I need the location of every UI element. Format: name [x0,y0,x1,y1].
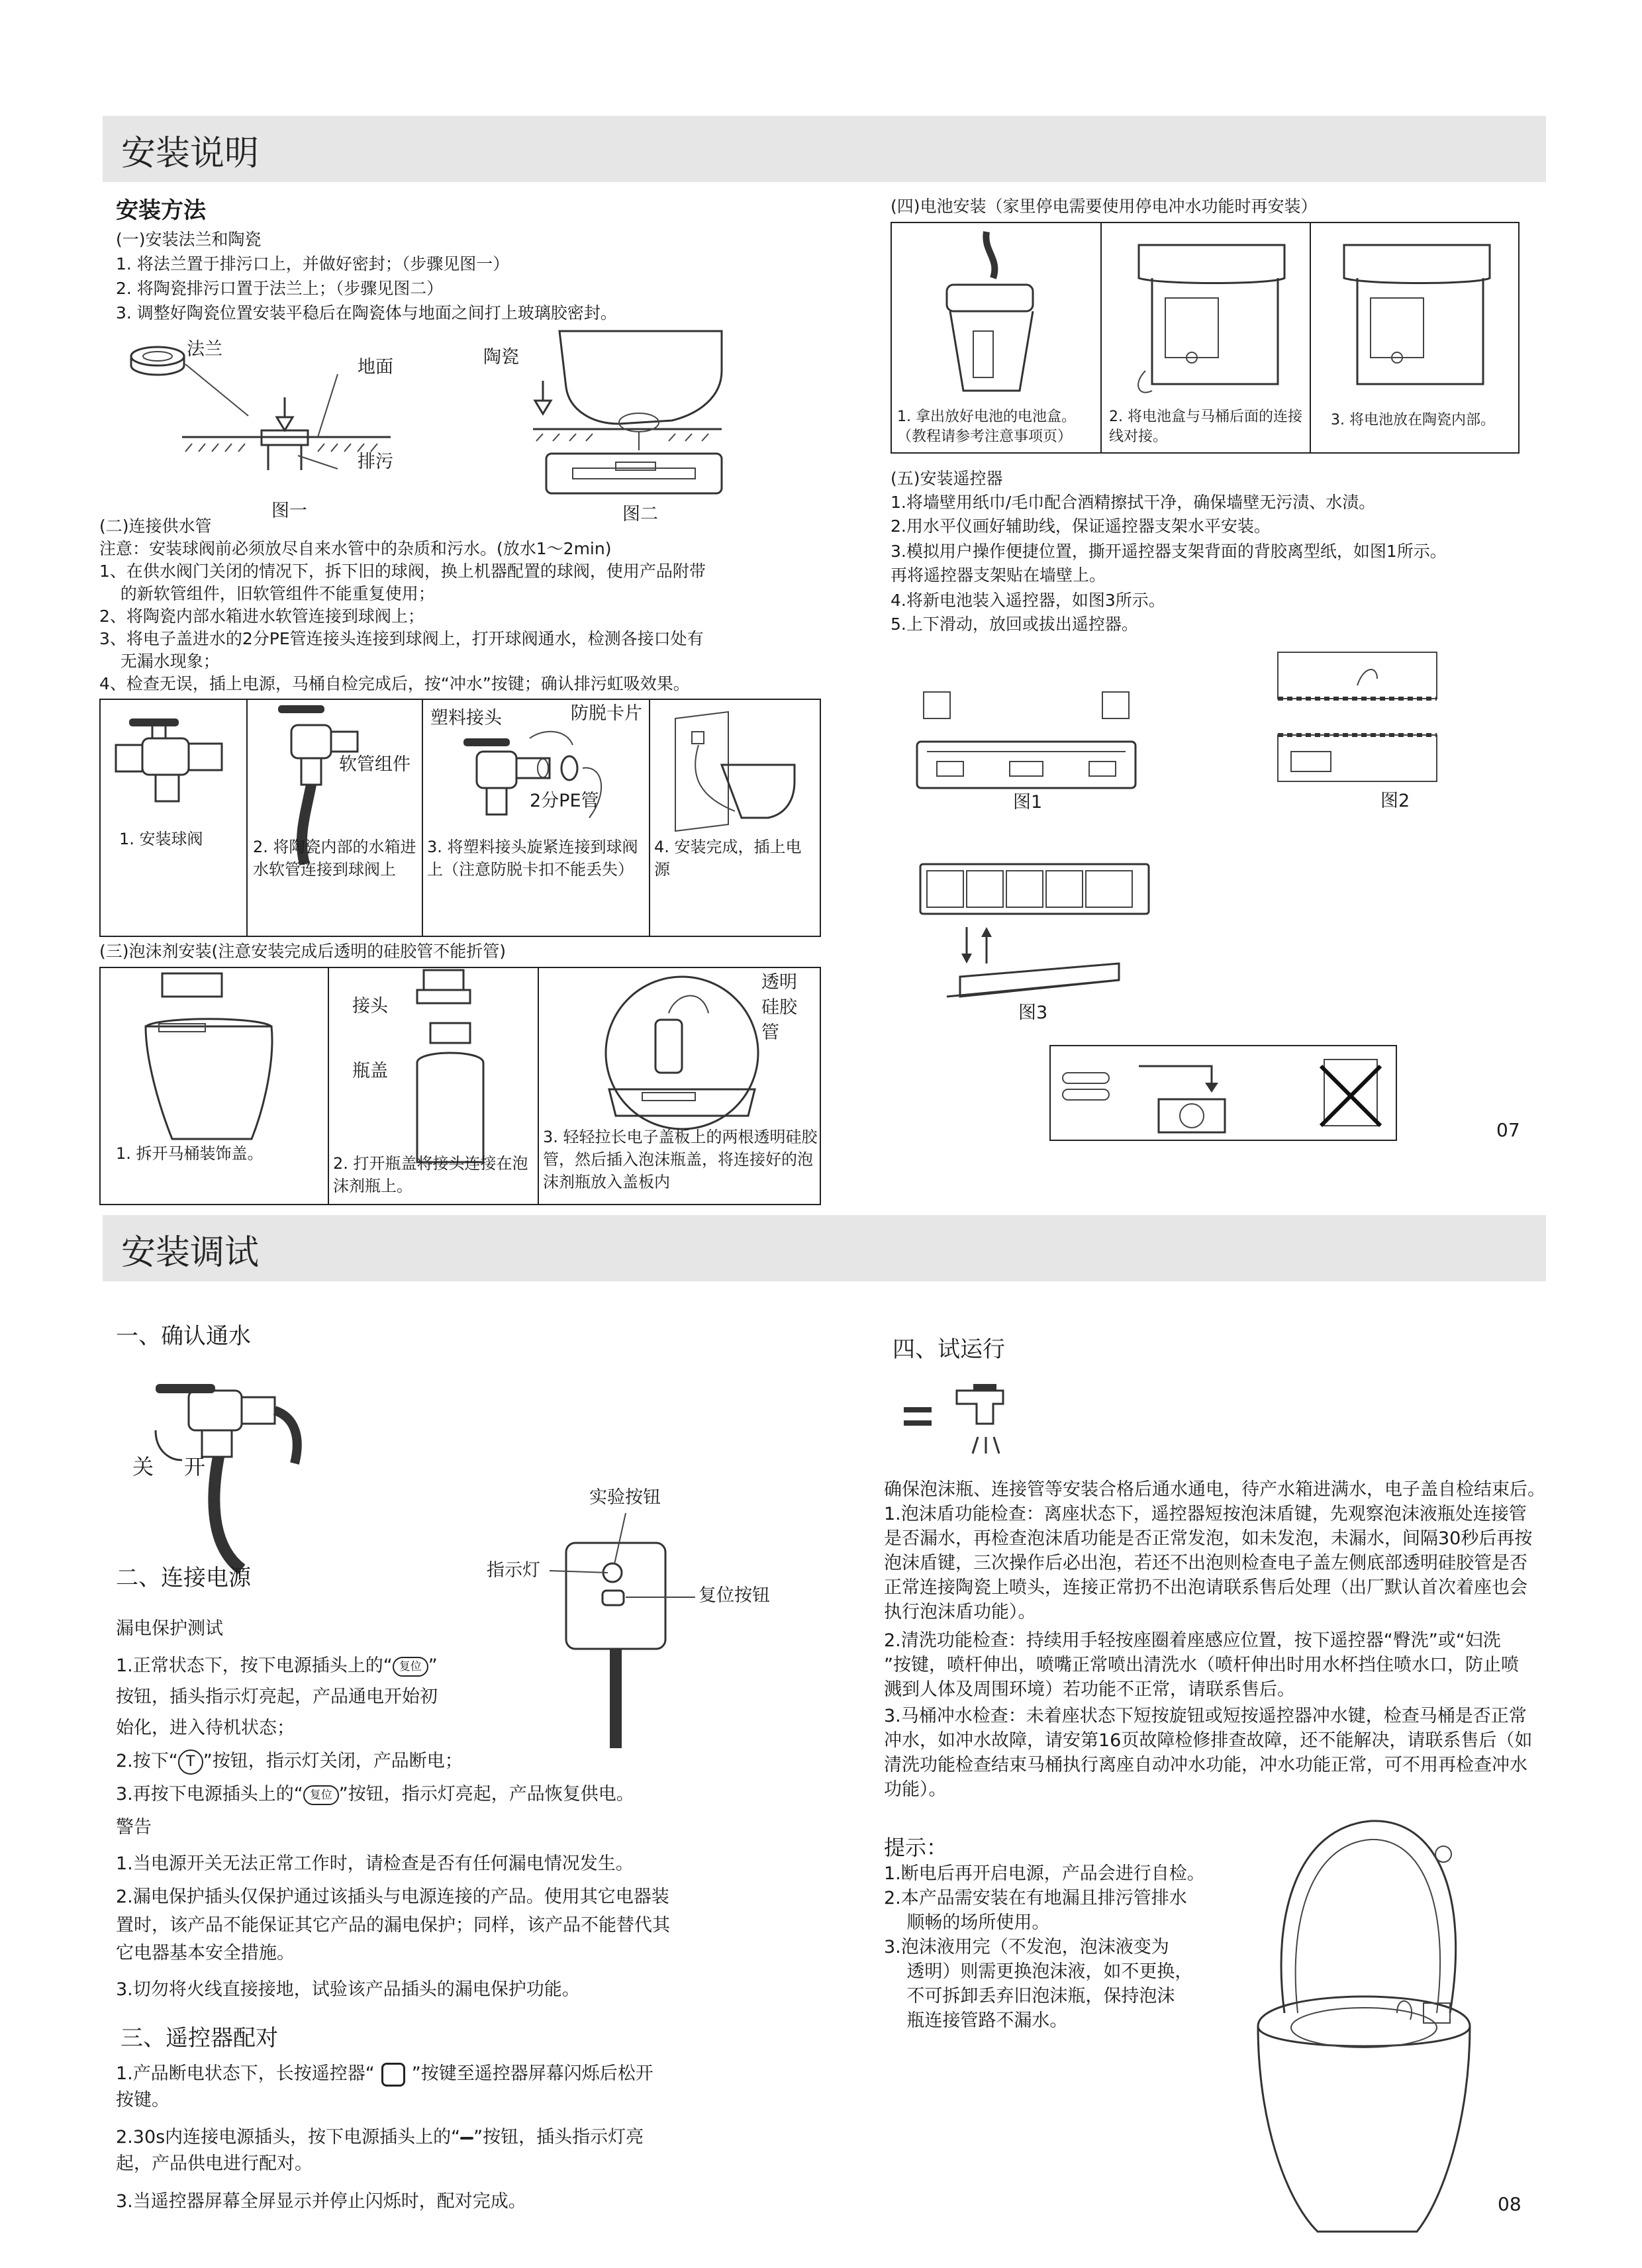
warn-title: 警告 [116,1817,152,1838]
c1-title: 一、确认通水 [116,1323,251,1350]
label-joint: 接头 [352,996,388,1016]
s5-line: 5.上下滑动，放回或拔出遥控器。 [891,615,1138,634]
s5-title: (五)安装遥控器 [891,469,1003,488]
s1-line: 2. 将陶瓷排污口置于法兰上；（步骤见图二） [116,279,444,298]
pair-step-1-cont: 按键。 [116,2090,169,2110]
s1-line: 1. 将法兰置于排污口上，并做好密封；（步骤见图一） [116,254,510,273]
warn-line: 2.漏电保护插头仅保护通过该插头与电源连接的产品。使用其它电器装 [116,1887,669,1907]
leak-test-title: 漏电保护测试 [116,1618,223,1639]
trial-line: 执行泡沫盾功能）。 [884,1602,1036,1622]
smart-toilet-icon [1245,1814,1483,2238]
label-tube: 透明硅胶管 [761,972,797,1043]
leak-step-2: 2.按下“ T ”按钮，指示灯关闭，产品断电； [116,1748,463,1775]
leak-step-1-cont: 始化，进入待机状态； [116,1718,295,1738]
water-step-1: 1. 安装球阀 [119,830,203,848]
fig2-caption: 图二 [622,504,658,524]
foam-step-3: 3. 轻轻拉长电子盖板上的两根透明硅胶管，然后插入泡沫瓶盖，将连接好的泡沫剂瓶放入盖板内 [543,1128,818,1191]
tip-line: 顺畅的场所使用。 [884,1912,1050,1933]
t-button-glyph: T [178,1750,203,1775]
leak-step-1-cont: 按钮，插头指示灯亮起，产品通电开始初 [116,1687,438,1707]
valve-open-label: 开 [184,1454,206,1479]
valve-close-label: 关 [132,1454,154,1479]
pair-step-1: 1.产品断电状态下，长按遥控器“ ”按键至遥控器屏幕闪烁后松开 [116,2061,653,2087]
s2-line: 1、在供水阀门关闭的情况下，拆下旧的球阀，换上机器配置的球阀，使用产品附带 [99,562,706,581]
trial-line: 功能）。 [884,1779,947,1800]
tip-line: 2.本产品需安装在有地漏且排污管排水 [884,1888,1187,1908]
s2-line: 无漏水现象； [99,652,220,671]
s1-line: 3. 调整好陶瓷位置安装平稳后在陶瓷体与地面之间打上玻璃胶密封。 [116,303,617,322]
label-ceramic: 陶瓷 [483,347,519,368]
s2-line: 3、将电子盖进水的2分PE管连接头连接到球阀上，打开球阀通水，检测各接口处有 [99,629,704,648]
remote-key-icon [381,2063,405,2087]
trial-line: 泡沫盾键，三次操作后必出泡，若还不出泡则检查电子盖左侧底部透明硅胶管是否 [884,1553,1527,1573]
battery-step-2: 2. 将电池盒与马桶后面的连接线对接。 [1109,409,1302,445]
label-pe: 2分PE管 [530,791,599,811]
water-step-2: 2. 将陶瓷内部的水箱进水软管连接到球阀上 [253,838,416,879]
label-cap: 瓶盖 [352,1061,388,1081]
s5-line: 3.模拟用户操作便捷位置，撕开遥控器支架背面的背胶离型纸，如图1所示。 [891,542,1447,561]
fig1-remote-caption: 图1 [1013,792,1043,813]
trial-line: 正常连接陶瓷上喷头，连接正常扔不出泡请联系售后处理（出厂默认首次着座也会 [884,1577,1527,1598]
pair-step-2-cont: 起，产品供电进行配对。 [116,2153,313,2174]
c3-title: 三、遥控器配对 [121,2025,278,2051]
trial-line: 是否漏水，再检查泡沫盾功能是否正常发泡，如未发泡，未漏水，间隔30秒后再按 [884,1528,1533,1549]
banner-title: 安装调试 [121,1233,260,1273]
battery-step-3: 3. 将电池放在陶瓷内部。 [1331,412,1495,428]
s2-line: 注意：安装球阀前必须放尽自来水管中的杂质和污水。(放水1～2min) [99,539,612,558]
warn-line: 3.切勿将火线直接接地，试验该产品插头的漏电保护功能。 [116,1979,580,2000]
callout-led: 指示灯 [487,1560,540,1581]
reset-button-glyph [460,2137,473,2140]
s1-title: (一)安装法兰和陶瓷 [116,230,262,249]
tip-line: 透明）则需更换泡沫液，如不更换， [884,1961,1193,1982]
s5-line: 1.将墙壁用纸巾/毛巾配合酒精擦拭干净，确保墙壁无污渍、水渍。 [891,493,1376,512]
warn-line: 置时，该产品不能保证其它产品的漏电保护；同样，该产品不能替代其 [116,1915,670,1936]
trial-line: 3.马桶冲水检查：未着座状态下短按旋钮或短按遥控器冲水键，检查马桶是否正常 [884,1706,1527,1726]
reset-button-glyph: 复位 [393,1657,428,1677]
callout-reset: 复位按钮 [699,1585,770,1606]
water-step-3: 3. 将塑料接头旋紧连接到球阀上（注意防脱卡扣不能丢失） [427,838,638,879]
fig2-remote-caption: 图2 [1380,791,1410,811]
pair-step-3: 3.当遥控器屏幕全屏显示并停止闪烁时，配对完成。 [116,2191,526,2212]
s2-line: 2、将陶瓷内部水箱进水软管连接到球阀上； [99,607,424,626]
label-drain: 排污 [358,452,393,472]
c2-title: 二、连接电源 [116,1565,251,1591]
s4-title: (四)电池安装（家里停电需要使用停电冲水功能时再安装） [891,197,1318,216]
label-ground: 地面 [358,357,393,377]
c4-title: 四、试运行 [893,1336,1005,1363]
fig3-remote-caption: 图3 [1018,1003,1048,1023]
fig1-caption: 图一 [271,501,307,521]
trial-line: 冲水，如冲水故障，请安第16页故障检修排查故障，还不能解决，请联系售后（如 [884,1730,1533,1751]
tips-title: 提示： [884,1835,948,1860]
s5-line: 再将遥控器支架贴在墙壁上。 [891,566,1106,585]
warn-line: 1.当电源开关无法正常工作时，请检查是否有任何漏电情况发生。 [116,1853,634,1874]
trial-line: 溅到人体及周围环境）若功能不正常，请联系售后。 [884,1679,1295,1700]
trial-line: ”按键，喷杆伸出，喷嘴正常喷出清洗水（喷杆伸出时用水杯挡住喷水口，防止喷 [884,1655,1519,1675]
page-number: 08 [1498,2193,1521,2215]
pair-step-2: 2.30s内连接电源插头，按下电源插头上的“ ”按钮，插头指示灯亮 [116,2127,644,2147]
foam-step-2: 2. 打开瓶盖将接头连接在泡沫剂瓶上。 [333,1154,528,1195]
s2-line: 的新软管组件，旧软管组件不能重复使用； [99,584,435,603]
s5-line: 4.将新电池装入遥控器，如图3所示。 [891,591,1165,610]
trial-line: 2.清洗功能检查：持续用手轻按座圈着座感应位置，按下遥控器“臀洗”或“妇洗 [884,1630,1501,1651]
callout-test: 实验按钮 [589,1487,661,1508]
tip-line: 1.断电后再开启电源，产品会进行自检。 [884,1863,1205,1884]
tip-line: 瓶连接管路不漏水。 [884,2010,1068,2031]
reset-button-glyph: 复位 [303,1785,339,1805]
banner-title: 安装说明 [121,134,260,173]
s2-line: 4、检查无误，插上电源，马桶自检完成后，按“冲水”按键；确认排污虹吸效果。 [99,674,690,693]
s3-title: (三)泡沫剂安装(注意安装完成后透明的硅胶管不能折管) [99,942,507,961]
warn-line: 它电器基本安全措施。 [116,1943,295,1963]
leak-step-1: 1.正常状态下，按下电源插头上的“ 复位 ” [116,1655,438,1676]
trial-line: 确保泡沫瓶、连接管等安装合格后通水通电，待产水箱进满水，电子盖自检结束后。 [884,1479,1545,1500]
water-power-icon [904,1384,1036,1457]
s2-title: (二)连接供水管 [99,517,212,536]
leak-step-3: 3.再按下电源插头上的“ 复位 ”按钮，指示灯亮起，产品恢复供电。 [116,1784,634,1804]
trial-line: 1.泡沫盾功能检查：离座状态下，遥控器短按泡沫盾键，先观察泡沫液瓶处连接管 [884,1504,1527,1524]
s5-line: 2.用水平仪画好辅助线，保证遥控器支架水平安装。 [891,517,1271,536]
tip-line: 3.泡沫液用完（不发泡，泡沫液变为 [884,1937,1169,1957]
label-flange: 法兰 [187,339,222,360]
tip-line: 不可拆卸丢弃旧泡沫瓶，保持泡沫 [884,1986,1175,2006]
trial-line: 清洗功能检查结束马桶执行离座自动冲水功能，冲水功能正常，可不用再检查冲水 [884,1755,1527,1775]
foam-step-1: 1. 拆开马桶装饰盖。 [116,1144,264,1163]
label-hose: 软管组件 [339,754,410,775]
page-number: 07 [1496,1119,1520,1141]
battery-step-1: 1. 拿出放好电池的电池盒。（教程请参考注意事项页） [897,409,1076,445]
label-plastic-joint: 塑料接头 [430,708,502,728]
water-step-4: 4. 安装完成，插上电源 [654,838,802,879]
label-clip: 防脱卡片 [571,703,642,724]
method-title: 安装方法 [116,197,206,224]
